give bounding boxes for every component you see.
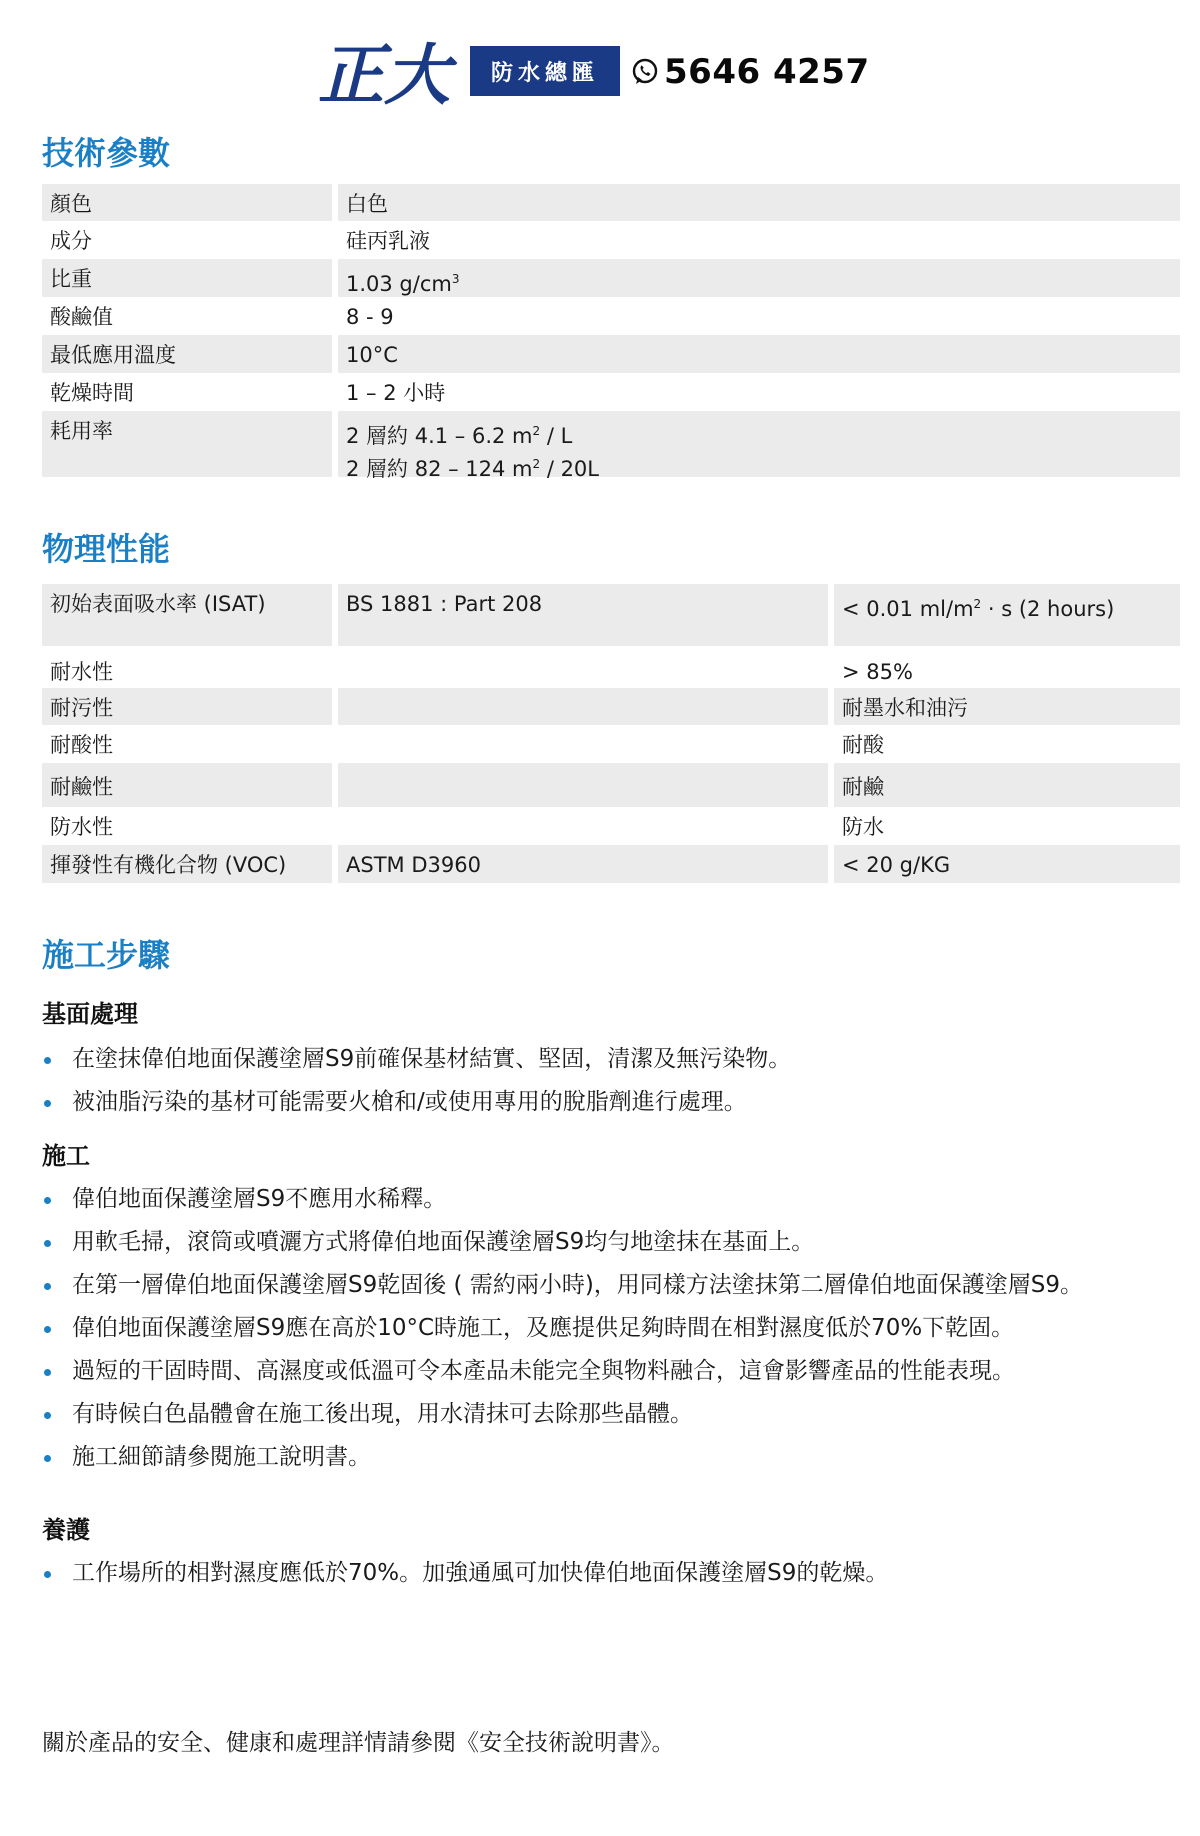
physical-result: > 85% xyxy=(842,660,913,684)
physical-result: 防水 xyxy=(842,815,884,839)
coverage-text: 2 層約 82 – 124 m xyxy=(346,457,533,481)
bullet-icon xyxy=(44,1455,51,1462)
list-item-text: 工作場所的相對濕度應低於70%。加強通風可加快偉伯地面保護塗層S9的乾燥。 xyxy=(72,1560,889,1586)
list-item xyxy=(42,1081,1142,1124)
physical-result: < 20 g/KG xyxy=(834,845,1180,883)
bullet-icon xyxy=(44,1571,51,1578)
brand-badge: 防水總匯 xyxy=(470,46,620,96)
brand-logo xyxy=(318,30,458,112)
curing-list xyxy=(42,1552,1142,1595)
svg-text:正大: 正大 xyxy=(318,36,450,112)
tech-label: 耗用率 xyxy=(42,411,332,477)
physical-label: 耐水性 xyxy=(50,660,113,684)
result-sup: 2 xyxy=(973,597,982,611)
bullet-icon xyxy=(44,1197,51,1204)
tech-value: 硅丙乳液 xyxy=(346,229,430,253)
table-row xyxy=(42,725,1180,763)
tech-value-sup: 3 xyxy=(451,272,460,286)
bullet-icon xyxy=(44,1240,51,1247)
physical-result: 耐鹼 xyxy=(834,763,1180,807)
physical-method xyxy=(338,807,828,845)
tech-label: 酸鹼值 xyxy=(50,305,113,329)
physical-section-title: 物理性能 xyxy=(42,530,171,568)
tech-value xyxy=(338,259,1180,297)
list-item xyxy=(42,1436,1142,1479)
bullet-icon xyxy=(44,1100,51,1107)
tech-label: 比重 xyxy=(42,259,332,297)
table-row xyxy=(42,221,1180,259)
tech-value-text: 1.03 g/cm xyxy=(346,272,452,296)
physical-label: 耐污性 xyxy=(42,688,332,725)
list-item xyxy=(42,1307,1142,1350)
physical-result: 耐酸 xyxy=(842,733,884,757)
coverage-unit: / L xyxy=(540,424,573,448)
whatsapp-icon xyxy=(630,57,660,87)
list-item-text: 用軟毛掃，滾筒或噴灑方式將偉伯地面保護塗層S9均勻地塗抹在基面上。 xyxy=(72,1229,815,1255)
physical-label: 初始表面吸水率 (ISAT) xyxy=(42,584,332,646)
tech-value xyxy=(338,411,1180,481)
coverage-text: 2 層約 4.1 – 6.2 m xyxy=(346,424,533,448)
table-row xyxy=(42,845,1180,883)
coverage-line-1 xyxy=(346,417,1172,450)
bullet-icon xyxy=(44,1369,51,1376)
curing-title: 養護 xyxy=(42,1516,90,1544)
list-item xyxy=(42,1552,1142,1595)
result-text: < 0.01 ml/m xyxy=(842,597,974,621)
coverage-unit: / 20L xyxy=(540,457,599,481)
bullet-icon xyxy=(44,1283,51,1290)
bullet-icon xyxy=(44,1412,51,1419)
tech-value: 10°C xyxy=(338,335,1180,373)
table-row xyxy=(42,584,1180,646)
coverage-sup: 2 xyxy=(532,457,541,471)
list-item xyxy=(42,1178,1142,1221)
physical-result xyxy=(834,584,1180,646)
table-row xyxy=(42,688,1180,725)
physical-method: ASTM D3960 xyxy=(338,845,828,883)
list-item-text: 被油脂污染的基材可能需要火槍和/或使用專用的脫脂劑進行處理。 xyxy=(72,1089,747,1115)
physical-result: 耐墨水和油污 xyxy=(834,688,1180,725)
tech-section-title: 技術參數 xyxy=(42,134,171,172)
table-row xyxy=(42,373,1180,411)
physical-label: 耐鹼性 xyxy=(42,763,332,807)
table-row xyxy=(42,335,1180,373)
list-item xyxy=(42,1350,1142,1393)
physical-label: 揮發性有機化合物 (VOC) xyxy=(42,845,332,883)
safety-note: 關於產品的安全、健康和處理詳情請參閱《安全技術說明書》。 xyxy=(42,1730,675,1756)
bullet-icon xyxy=(44,1057,51,1064)
list-item-text: 偉伯地面保護塗層S9應在高於10°C時施工，及應提供足夠時間在相對濕度低於70%下乾固。 xyxy=(72,1315,1015,1341)
bullet-icon xyxy=(44,1326,51,1333)
list-item-text: 過短的干固時間、高濕度或低溫可令本產品未能完全與物料融合，這會影響產品的性能表現。 xyxy=(72,1358,1015,1384)
physical-method xyxy=(338,646,828,688)
tech-value: 白色 xyxy=(338,184,1180,221)
tech-table xyxy=(42,184,1180,481)
coverage-sup: 2 xyxy=(532,424,541,438)
tech-label: 顏色 xyxy=(42,184,332,221)
table-row xyxy=(42,807,1180,845)
list-item xyxy=(42,1264,1142,1307)
phone-contact[interactable] xyxy=(630,48,870,96)
list-item-text: 在塗抹偉伯地面保護塗層S9前確保基材結實、堅固，清潔及無污染物。 xyxy=(72,1046,792,1072)
list-item xyxy=(42,1393,1142,1436)
tech-label: 最低應用溫度 xyxy=(42,335,332,373)
tech-value: 8 - 9 xyxy=(346,305,394,329)
application-title: 施工 xyxy=(42,1142,90,1170)
physical-method xyxy=(338,763,828,807)
physical-table xyxy=(42,584,1180,883)
coverage-line-2 xyxy=(346,450,1172,483)
list-item-text: 偉伯地面保護塗層S9不應用水稀釋。 xyxy=(72,1186,447,1212)
tech-value: 1 – 2 小時 xyxy=(346,381,446,405)
physical-label: 耐酸性 xyxy=(50,733,113,757)
list-item-text: 在第一層偉伯地面保護塗層S9乾固後 ( 需約兩小時)，用同樣方法塗抹第二層偉伯地面保護塗層S9。 xyxy=(72,1272,1084,1298)
steps-section-title: 施工步驟 xyxy=(42,936,171,974)
tech-label: 成分 xyxy=(50,229,92,253)
page-header xyxy=(0,30,1200,120)
phone-number: 5646 4257 xyxy=(664,52,870,92)
list-item-text: 有時候白色晶體會在施工後出現，用水清抹可去除那些晶體。 xyxy=(72,1401,693,1427)
list-item xyxy=(42,1038,1142,1081)
surface-prep-title: 基面處理 xyxy=(42,1000,138,1028)
table-row xyxy=(42,297,1180,335)
table-row xyxy=(42,259,1180,297)
result-unit: · s (2 hours) xyxy=(981,597,1115,621)
table-row xyxy=(42,184,1180,221)
physical-label: 防水性 xyxy=(50,815,113,839)
physical-method xyxy=(338,688,828,725)
table-row xyxy=(42,411,1180,481)
application-list xyxy=(42,1178,1142,1479)
tech-label: 乾燥時間 xyxy=(50,381,134,405)
table-row xyxy=(42,646,1180,688)
table-row xyxy=(42,763,1180,807)
surface-prep-list xyxy=(42,1038,1142,1124)
physical-method xyxy=(338,725,828,763)
list-item-text: 施工細節請參閱施工說明書。 xyxy=(72,1444,371,1470)
list-item xyxy=(42,1221,1142,1264)
physical-method: BS 1881 : Part 208 xyxy=(338,584,828,646)
